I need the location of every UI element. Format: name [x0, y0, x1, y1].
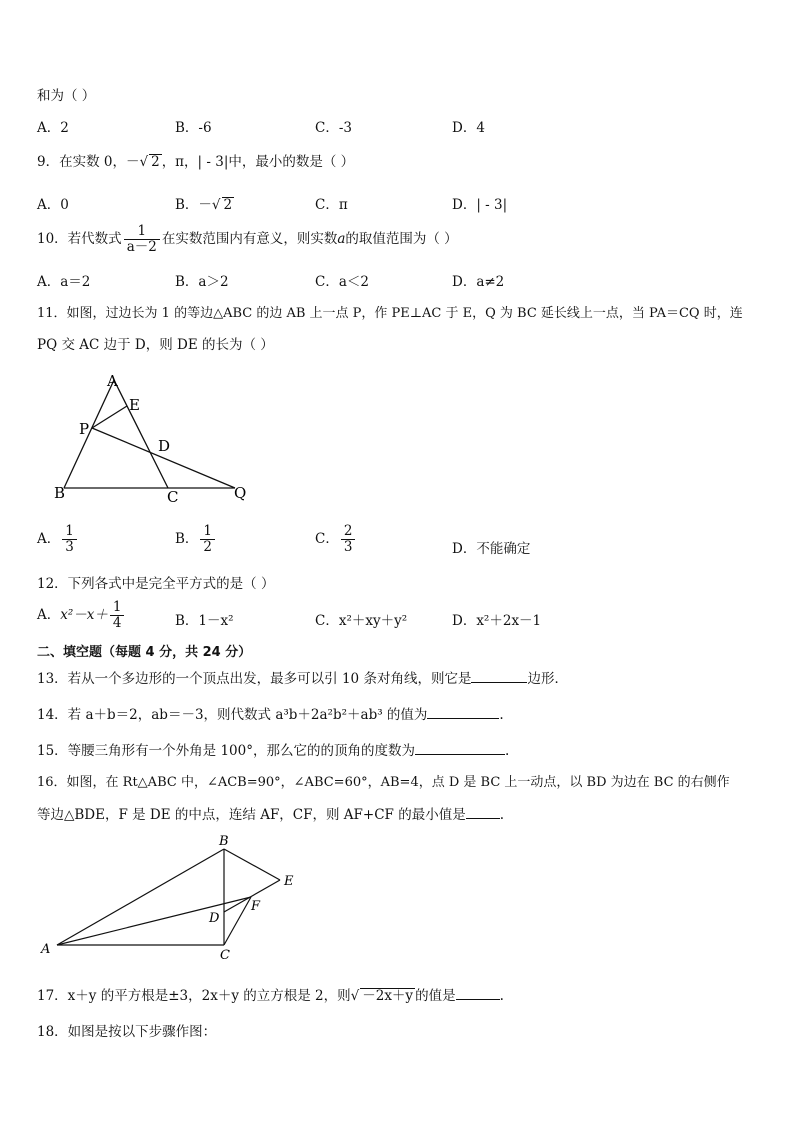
- q8-option-d: D．4: [452, 120, 485, 136]
- q13-text-b: 边形．: [527, 671, 568, 687]
- q16-line2-end: .: [499, 807, 505, 823]
- label-b: B: [54, 484, 66, 502]
- q10-text-b: 在实数范围内有意义，则实数: [161, 231, 338, 247]
- q9-option-a: A．0: [37, 197, 69, 213]
- q10-text-c: 的取值范围为（ ）: [345, 231, 458, 247]
- q18-stem: 18．如图是按以下步骤作图：: [37, 1024, 217, 1040]
- q12-option-a-frac: [110, 600, 125, 631]
- label-c: C: [167, 488, 179, 506]
- q12-stem: 12．下列各式中是完全平方式的是（ ）: [37, 576, 275, 592]
- q13-stem: [37, 667, 568, 687]
- label-d: D: [158, 437, 171, 455]
- q8-option-c: C．-3: [315, 120, 352, 136]
- q16-line2: [37, 803, 504, 823]
- q16-answer-blank[interactable]: [466, 818, 500, 819]
- q11-option-c-label: C．: [315, 531, 339, 547]
- q11-option-a-frac: [62, 524, 77, 555]
- q9-option-b: [175, 193, 234, 213]
- edge-ac: [114, 380, 171, 488]
- q10-var: a: [337, 231, 346, 247]
- sqrt-symbol: √: [139, 154, 149, 170]
- q9-text-b: ，π，| - 3|中，最小的数是（ ）: [161, 154, 355, 170]
- q10-option-d: D．a≠2: [452, 274, 505, 290]
- q12-option-a: [37, 600, 126, 631]
- q10-option-b: B．a＞2: [175, 274, 229, 290]
- q17-text-b: 的值是: [415, 988, 456, 1004]
- q14-text-a: 14．若 a＋b＝2，ab＝－3，则代数式 a³b＋2a²b²＋ab³ 的值为: [37, 707, 428, 723]
- q12-option-a-label: A．: [37, 607, 61, 623]
- frac-num: 1: [62, 524, 77, 540]
- q15-answer-blank[interactable]: [415, 754, 505, 755]
- sqrt-symbol: √: [211, 197, 221, 213]
- frac-num: 1: [200, 524, 215, 540]
- q8-tail: 和为（ ）: [37, 88, 96, 104]
- q9-sqrt-arg: 2: [151, 154, 160, 170]
- q16-line2-text: 等边△BDE，F 是 DE 的中点，连结 AF，CF，则 AF+CF 的最小值是: [37, 807, 466, 823]
- q8-option-a: A．2: [37, 120, 69, 136]
- q11-option-d: D．不能确定: [452, 541, 531, 557]
- q11-option-b-label: B．: [175, 531, 199, 547]
- q17-text-c: .: [499, 988, 504, 1004]
- q14-stem: [37, 703, 504, 723]
- q12-option-c: C．x²＋xy＋y²: [315, 613, 408, 629]
- label-e: E: [129, 396, 140, 414]
- frac-den: 2: [203, 539, 213, 555]
- q15-stem: [37, 739, 509, 759]
- q9-text-a: 9．在实数 0，－: [37, 154, 140, 170]
- q9-option-d: D．| - 3|: [452, 197, 508, 213]
- q11-figure: [50, 368, 260, 508]
- q15-text-a: 15．等腰三角形有一个外角是 100°，那么它的的顶角的度数为: [37, 743, 415, 759]
- q10-fraction: [124, 224, 160, 255]
- q12-option-d: D．x²＋2x－1: [452, 613, 542, 629]
- section-title-fill-blank: 二、填空题（每题 4 分，共 24 分）: [37, 645, 252, 660]
- q13-answer-blank[interactable]: [471, 682, 527, 683]
- q9-stem: [37, 150, 354, 170]
- q15-text-b: .: [505, 743, 510, 759]
- q8-option-b: B．-6: [175, 120, 212, 136]
- q11-option-a: [37, 524, 79, 555]
- q9-option-b-sqrt: 2: [223, 197, 233, 213]
- label-a: A: [41, 942, 51, 957]
- q14-answer-blank[interactable]: [427, 718, 499, 719]
- label-p: P: [79, 420, 90, 438]
- q11-line2: PQ 交 AC 边于 D，则 DE 的长为（ ）: [37, 337, 274, 353]
- q11-option-c: [315, 524, 357, 555]
- label-b: B: [219, 834, 229, 849]
- q16-line1: 16．如图，在 Rt△ABC 中，∠ACB=90°，∠ABC=60°，AB=4，点 D 是 BC 上一动点，以 BD 为边在 BC 的右侧作: [37, 775, 730, 790]
- q10-text-a: 10．若代数式: [37, 231, 122, 247]
- label-q: Q: [234, 484, 247, 502]
- frac-den: 4: [112, 615, 122, 631]
- q9-option-c: C．π: [315, 197, 348, 213]
- q10-frac-num: 1: [124, 224, 160, 240]
- label-f: F: [251, 899, 261, 914]
- q9-option-b-pre: B．－: [175, 197, 212, 213]
- edge-be: [224, 849, 280, 880]
- q17-sqrt-arg: －2x＋y: [362, 988, 414, 1004]
- q11-option-b: [175, 524, 217, 555]
- frac-num: 2: [341, 524, 356, 540]
- label-e: E: [284, 874, 294, 889]
- edge-ab: [57, 849, 224, 945]
- q13-text-a: 13．若从一个多边形的一个顶点出发，最多可以引 10 条对角线，则它是: [37, 671, 472, 687]
- frac-den: 3: [343, 539, 353, 555]
- q11-option-a-label: A．: [37, 531, 61, 547]
- q12-option-b: B．1－x²: [175, 613, 234, 629]
- segment-af: [57, 897, 251, 945]
- q14-text-b: .: [499, 707, 504, 723]
- frac-den: 3: [65, 539, 74, 555]
- q11-option-c-frac: [341, 524, 356, 555]
- q10-frac-den: a－2: [126, 239, 157, 255]
- q17-stem: [37, 984, 504, 1004]
- sqrt-symbol: √: [350, 988, 360, 1004]
- q10-option-c: C．a＜2: [315, 274, 369, 290]
- q17-answer-blank[interactable]: [456, 999, 500, 1000]
- q11-option-b-frac: [200, 524, 215, 555]
- q17-text-a: 17．x＋y 的平方根是±3，2x＋y 的立方根是 2，则: [37, 988, 351, 1004]
- label-d: D: [209, 911, 220, 926]
- label-c: C: [220, 948, 230, 962]
- q10-option-a: A．a＝2: [37, 274, 91, 290]
- q11-line1: 11．如图，过边长为 1 的等边△ABC 的边 AB 上一点 P，作 PE⊥AC 于 E，Q 为 BC 延长线上一点，当 PA＝CQ 时，连: [37, 306, 743, 321]
- q12-option-a-expr: x²－x＋: [60, 607, 108, 623]
- frac-num: 1: [110, 600, 125, 616]
- q16-figure: [36, 832, 316, 962]
- label-a: A: [107, 372, 118, 390]
- q10-stem: [37, 224, 458, 255]
